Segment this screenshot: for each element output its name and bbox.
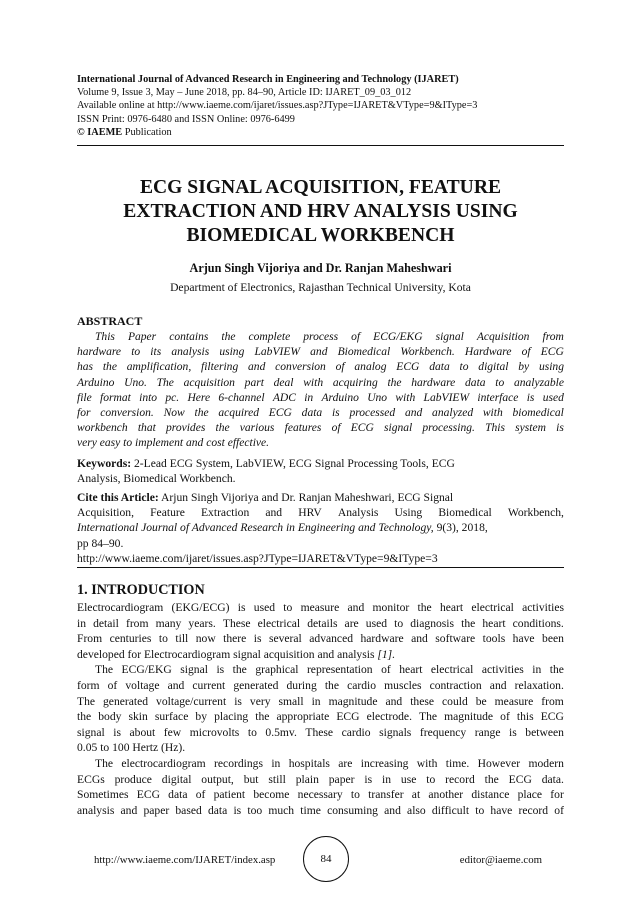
cite-text: Arjun Singh Vijoriya and Dr. Ranjan Maheshwari, ECG Signal	[158, 491, 454, 504]
body-line: The electrocardiogram recordings in hospitals are increasing with time. However modern	[95, 756, 564, 770]
body-line: form of voltage and current generated during the cardio muscles contraction and relaxation.	[77, 678, 564, 692]
keywords-label: Keywords:	[77, 457, 132, 470]
abstract-line: very easy to implement and cost effective.	[77, 437, 270, 450]
body-line: The generated voltage/current is very small in magnitude and these could be measure from	[77, 694, 564, 708]
page-number: 84	[303, 836, 349, 882]
abstract-line: This Paper contains the complete process of ECG/EKG signal Acquisition from	[95, 331, 564, 343]
keywords-text: 2-Lead ECG System, LabVIEW, ECG Signal Processing Tools, ECG	[131, 457, 455, 470]
keywords-text: Analysis, Biomedical Workbench.	[77, 472, 236, 486]
available-online: Available online at http://www.iaeme.com/ijaret/issues.asp?JType=IJARET&VType=9&IType=3	[77, 100, 478, 112]
footer-email[interactable]: editor@iaeme.com	[459, 854, 542, 866]
cite-text: pp 84–90.	[77, 536, 124, 550]
body-line: Electrocardiogram (EKG/ECG) is used to measure and monitor the heart electrical activities	[77, 601, 564, 614]
citation-divider	[77, 567, 564, 568]
keywords	[77, 456, 564, 486]
title-line: ECG SIGNAL ACQUISITION, FEATURE	[139, 177, 502, 198]
abstract-line: hardware to its analysis using LabVIEW and Biomedical Workbench. Hardware of ECG	[77, 346, 564, 359]
copyright: © IAEME Publication	[77, 126, 172, 138]
body-line: signal is about few microvolts to 0.5mv. These cardio signals frequency range is between	[77, 725, 564, 739]
paper-title	[77, 176, 564, 248]
body-line: Sometimes ECG data of patient become necessary to transfer at another distance place for	[77, 788, 564, 802]
body-line: From centuries to till now there is several advanced hardware and software tools have been	[77, 632, 564, 646]
authors: Arjun Singh Vijoriya and Dr. Ranjan Maheshwari	[189, 261, 452, 275]
section-heading: 1. INTRODUCTION	[77, 582, 205, 598]
volume-info: Volume 9, Issue 3, May – June 2018, pp. 84–90, Article ID: IJARET_09_03_012	[77, 87, 412, 99]
body-line: in detail from many years. These electrical details are used to diagnosis the heart conditions.	[77, 616, 564, 630]
abstract-line: Arduino Uno. The acquisition part deal with acquiring the hardware data to analyzable	[77, 376, 564, 389]
body-line: 0.05 to 100 Hertz (Hz).	[77, 741, 186, 755]
footer-url[interactable]: http://www.iaeme.com/IJARET/index.asp	[94, 854, 276, 866]
body-line: the body skin surface by placing the appropriate ECG electrode. The magnitude of this ECG	[77, 710, 564, 724]
cite-text: 9(3), 2018,	[433, 521, 488, 535]
cite-label: Cite this Article:	[77, 491, 159, 504]
cite-url[interactable]: http://www.iaeme.com/ijaret/issues.asp?JType=IJARET&VType=9&IType=3	[77, 551, 438, 565]
abstract-line: file format into pc. Here 6-channel ADC in Arduino Uno with LabVIEW interface is used	[77, 391, 564, 404]
title-line: EXTRACTION AND HRV ANALYSIS USING	[123, 201, 518, 222]
journal-name: International Journal of Advanced Research in Engineering and Technology (IJARET)	[77, 74, 459, 85]
abstract-line: has the amplification, filtering and conversion of analog ECG data to digital by using	[77, 361, 564, 374]
abstract-body	[77, 330, 564, 452]
body-line: developed for Electrocardiogram signal acquisition and analysis [1].	[77, 647, 396, 661]
body-line: analysis and paper based data is too much time consuming and also difficult to have record of	[77, 803, 564, 817]
affiliation: Department of Electronics, Rajasthan Technical University, Kota	[170, 281, 471, 294]
body-line: ECGs produce digital output, but still plain paper is in use to record the ECG data.	[77, 772, 564, 786]
abstract-line: for conversion. Now the acquired ECG data is processed and analyzed with biomedical	[77, 406, 564, 419]
page-footer	[77, 848, 564, 882]
citation	[77, 490, 564, 566]
issn-info: ISSN Print: 0976-6480 and ISSN Online: 0976-6499	[77, 113, 295, 125]
abstract-line: workbench that provides the various features of ECG signal processing. This system is	[77, 422, 564, 435]
abstract-heading: ABSTRACT	[77, 314, 143, 328]
cite-journal: International Journal of Advanced Research in Engineering and Technology,	[77, 521, 434, 535]
body-line: The ECG/EKG signal is the graphical representation of heart electrical activities in the	[95, 663, 564, 677]
section-body	[77, 600, 564, 818]
title-line: BIOMEDICAL WORKBENCH	[186, 225, 455, 246]
reference-mark: [1].	[377, 647, 396, 661]
journal-header	[77, 73, 564, 139]
header-divider	[77, 145, 564, 146]
cite-text: Acquisition, Feature Extraction and HRV Analysis Using Biomedical Workbench,	[77, 506, 564, 520]
